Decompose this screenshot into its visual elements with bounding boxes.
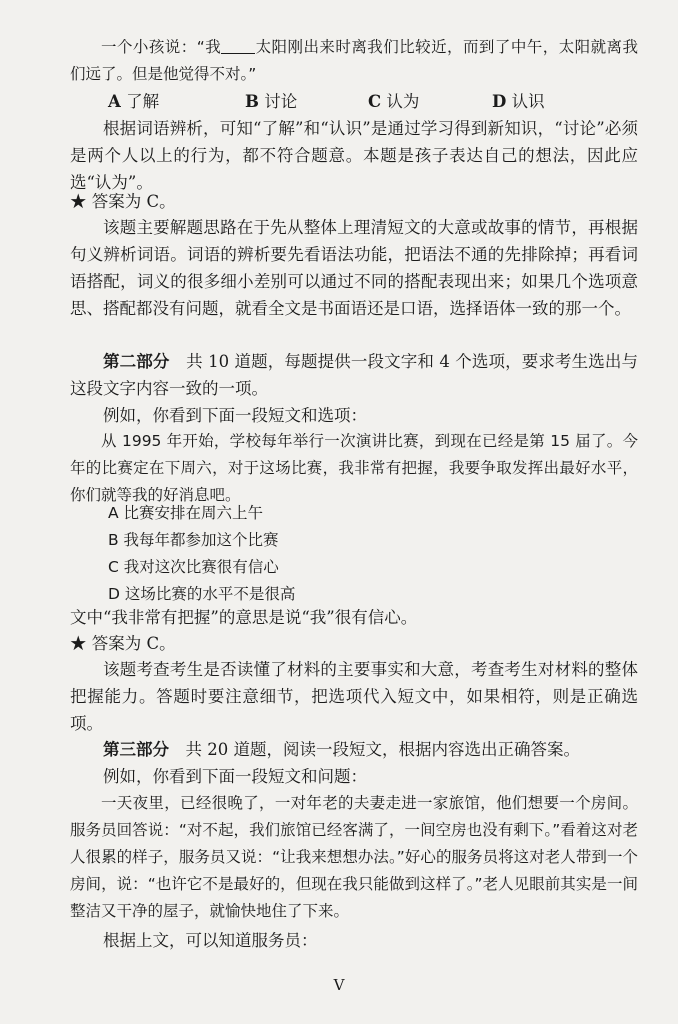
- part2-passage: 从 1995 年开始，学校每年举行一次演讲比赛，到现在已经是第 15 届了。今年的比赛定在下周六，对于这场比赛，我非常有把握，我要争取发挥出最好水平，你们就等我的好消息吧。: [70, 432, 638, 504]
- option-d: [492, 88, 545, 115]
- option-text: 讨论: [264, 92, 298, 111]
- option-b: [245, 88, 297, 115]
- part2-intro: [70, 348, 638, 402]
- example1-options: [70, 88, 638, 115]
- example1-analysis: 根据词语辨析，可知“了解”和“认识”是通过学习得到新知识，“讨论”必须是两个人以上的行为，都不符合题意。本题是孩子表达自己的想法，因此应选“认为”。: [70, 119, 638, 192]
- part3-heading: 第三部分: [103, 740, 169, 759]
- part3-question: 根据上文，可以知道服务员：: [103, 931, 318, 950]
- option-c: C 我对这次比赛很有信心: [108, 558, 279, 576]
- part3-intro-text: 共 20 道题，阅读一段短文，根据内容选出正确答案。: [185, 740, 580, 759]
- option-text: 认为: [386, 92, 420, 111]
- option-a: [108, 88, 159, 115]
- part2-answer: ★ 答案为 C。: [70, 634, 176, 653]
- page-number: V: [333, 976, 345, 994]
- part2-intro-text: 共 10 道题，每题提供一段文字和 4 个选项，要求考生选出与这段文字内容一致的一项。: [70, 352, 639, 398]
- option-text: 了解: [126, 92, 160, 111]
- part2-explanation: 文中“我非常有把握”的意思是说“我”很有信心。: [70, 608, 418, 627]
- part2-options: [108, 500, 528, 608]
- option-letter: B: [245, 92, 259, 111]
- option-text: 认识: [511, 92, 545, 111]
- part3-example-intro: 例如，你看到下面一段短文和问题：: [103, 767, 367, 786]
- sentence-prefix: 一个小孩说：“我: [101, 38, 222, 56]
- option-d: D 这场比赛的水平不是很高: [108, 585, 296, 603]
- part2-example-intro: 例如，你看到下面一段短文和选项：: [103, 406, 367, 425]
- example1-tips: 该题主要解题思路在于先从整体上理清短文的大意或故事的情节，再根据句义辨析词语。词语的辨析要先看语法功能，把语法不通的先排除掉；再看词语搭配，词义的很多细小差别可以通过不同的搭配表现出来；如果几个选项意思、搭配都没有问题，就看全文是书面语还是口语，选择语体一致的那一个。: [70, 218, 638, 318]
- option-b: B 我每年都参加这个比赛: [108, 531, 279, 549]
- part2-tips: 该题考查考生是否读懂了材料的主要事实和大意，考查考生对材料的整体把握能力。答题时要注意细节，把选项代入短文中，如果相符，则是正确选项。: [70, 660, 638, 733]
- option-letter: C: [368, 92, 382, 111]
- part2-heading: 第二部分: [103, 352, 170, 371]
- example1-answer: ★ 答案为 C。: [70, 192, 176, 211]
- part3-passage: 一天夜里，已经很晚了，一对年老的夫妻走进一家旅馆，他们想要一个房间。服务员回答说：“对不起，我们旅馆已经客满了，一间空房也没有剩下。”看着这对老人很累的样子，服务员又说：“让我来想想办法。”好心的服务员将这对老人带到一个房间，说：“也许它不是最好的，但现在我只能做到这样了。”老人见眼前其实是一间整洁又干净的屋子，就愉快地住了下来。: [70, 794, 638, 920]
- option-letter: A: [108, 92, 121, 111]
- blank-line: [221, 37, 255, 54]
- option-c: [368, 88, 419, 115]
- option-letter: D: [492, 92, 507, 111]
- sentence-suffix: 太阳刚出来时离我们比较近，而到了中午，太阳就离我们远了。但是他觉得不对。”: [70, 38, 638, 83]
- part3-intro: [70, 736, 638, 763]
- option-a: A 比赛安排在周六上午: [108, 504, 264, 522]
- example1-sentence: [70, 34, 638, 88]
